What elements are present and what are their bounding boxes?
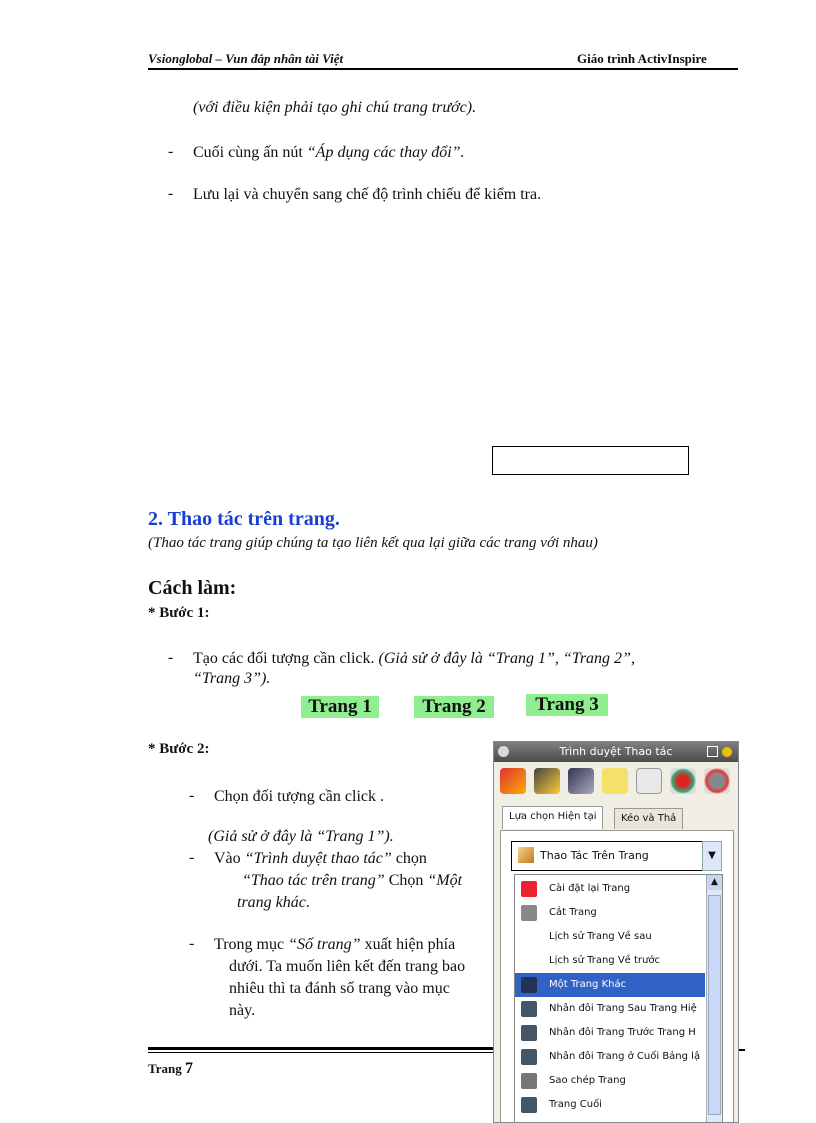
list-item[interactable]: [515, 925, 705, 949]
list-icon[interactable]: [636, 768, 662, 794]
step2-example: (Giả sử ở đây là “Trang 1”).: [208, 828, 394, 845]
action-list: [514, 874, 723, 1123]
list-scrollbar[interactable]: [706, 875, 722, 1123]
list-item-label: Cắt Trang: [549, 907, 597, 918]
bullet-dash: -: [189, 935, 195, 952]
pin-icon[interactable]: [707, 746, 718, 757]
step2-number-field: “Số trang”: [288, 936, 361, 953]
section-title: 2. Thao tác trên trang.: [148, 508, 340, 530]
trang1-box: Trang 1: [301, 696, 379, 718]
reset-icon: [521, 881, 537, 897]
actions-icon[interactable]: [670, 768, 696, 794]
panel-toolbar: [494, 762, 738, 802]
step2-go: [214, 849, 427, 869]
section-subtitle: (Thao tác trang giúp chúng ta tạo liên kết qua lại giữa các trang với nhau): [148, 535, 598, 551]
step2-number-line2: dưới. Ta muốn liên kết đến trang bao: [229, 958, 466, 975]
arrow-end-icon: [521, 1049, 537, 1065]
arrow-left-icon: [521, 1025, 537, 1041]
footer-page: [148, 1060, 193, 1078]
connection-icon[interactable]: [704, 768, 730, 794]
empty-textbox: [492, 446, 689, 475]
list-item-label: Nhân đôi Trang ở Cuối Bảng lậ: [549, 1051, 701, 1062]
step2-number-pre: Trong mục: [214, 936, 289, 953]
tab-drag-drop[interactable]: Kéo và Thả: [614, 808, 683, 829]
step1-line1: [193, 649, 635, 669]
tab-body: [500, 830, 734, 1123]
header-left: Vsionglobal – Vun đắp nhân tài Việt: [148, 51, 344, 66]
step2-go-browser: “Trình duyệt thao tác”: [244, 850, 392, 867]
bullet-save: Lưu lại và chuyển sang chế độ trình chiếu để kiểm tra.: [193, 186, 542, 203]
step1-line2: “Trang 3”).: [193, 670, 271, 687]
step2-number-post: xuất hiện phía: [360, 936, 456, 953]
panel-titlebar: [494, 742, 738, 762]
how-heading: Cách làm:: [148, 577, 237, 599]
footer-rule-right: [739, 1049, 745, 1051]
header-rule: [148, 68, 738, 70]
step2-go-line2: [242, 871, 462, 891]
action-browser-panel: [493, 741, 739, 1123]
trang2-box: Trang 2: [414, 696, 494, 718]
footer-rule: [148, 1047, 494, 1050]
step2-go-line3: [237, 893, 310, 913]
list-item[interactable]: [515, 901, 705, 925]
continuation-line: (với điều kiện phải tạo ghi chú trang trước).: [193, 99, 477, 116]
list-item[interactable]: [515, 1093, 705, 1117]
bullet-apply-text: Cuối cùng ấn nút: [193, 144, 307, 161]
action-category-value: Thao Tác Trên Trang: [540, 849, 649, 862]
step2-go-other2: trang khác: [237, 894, 306, 911]
header-right: Giáo trình ActivInspire: [577, 51, 707, 66]
list-item[interactable]: [515, 877, 705, 901]
list-item[interactable]: [515, 1045, 705, 1069]
action-category-select[interactable]: [511, 841, 703, 871]
list-item-label: Lịch sử Trang Về trước: [549, 955, 660, 966]
list-item[interactable]: [515, 1069, 705, 1093]
footer-rule-thin: [148, 1052, 494, 1053]
scroll-up-icon[interactable]: ▲: [707, 875, 722, 890]
list-item[interactable]: [515, 997, 705, 1021]
footer-label: Trang: [148, 1061, 185, 1076]
list-item[interactable]: [515, 1021, 705, 1045]
step1-label: * Bước 1:: [148, 605, 210, 621]
step2-number: [214, 935, 455, 955]
trang3-box: Trang 3: [526, 694, 608, 716]
bullet-apply-quote: “Áp dụng các thay đổi”.: [306, 144, 465, 161]
copy-icon: [521, 1073, 537, 1089]
step2-go-action: “Thao tác trên trang”: [242, 872, 385, 889]
bullet-dash: -: [189, 787, 195, 804]
step2-go-mid: Chọn: [384, 872, 428, 889]
list-item-label: Một Trang Khác: [549, 979, 627, 990]
panel-window-icons: [707, 746, 732, 758]
close-icon[interactable]: [498, 746, 509, 757]
commands-icon[interactable]: [500, 768, 526, 794]
bullet-apply: [193, 143, 465, 163]
step2-label: * Bước 2:: [148, 741, 210, 757]
list-item-label: Lịch sử Trang Về sau: [549, 931, 652, 942]
list-item-label: Cài đặt lại Trang: [549, 883, 631, 894]
arrow-right-icon: [521, 1001, 537, 1017]
options-icon[interactable]: [722, 747, 732, 757]
step2-number-line3: nhiêu thì ta đánh số trang vào mục: [229, 980, 450, 997]
list-item[interactable]: [515, 949, 705, 973]
page-arrow-icon: [521, 977, 537, 993]
chevron-down-icon[interactable]: ▼: [702, 841, 722, 871]
media-icon[interactable]: [534, 768, 560, 794]
list-item[interactable]: [515, 973, 705, 997]
list-item-label: Nhân đôi Trang Sau Trang Hiệ: [549, 1003, 697, 1014]
panel-title: Trình duyệt Thao tác: [559, 745, 673, 758]
step1-example: (Giả sử ở đây là “Trang 1”, “Trang 2”,: [378, 650, 635, 667]
step1-text: Tạo các đối tượng cần click.: [193, 650, 379, 667]
step2-go-pre: Vào: [214, 850, 245, 867]
step2-go-post: chọn: [391, 850, 427, 867]
properties-icon[interactable]: [568, 768, 594, 794]
last-page-icon: [521, 1097, 537, 1113]
notes-icon[interactable]: [602, 768, 628, 794]
bullet-dash: -: [168, 649, 174, 666]
step2-go-period: .: [305, 894, 310, 911]
cut-icon: [521, 905, 537, 921]
step2-number-line4: này.: [229, 1002, 256, 1019]
list-item-label: Trang Cuối: [549, 1099, 602, 1110]
step2-go-other: “Một: [427, 872, 463, 889]
bullet-dash: -: [168, 185, 174, 202]
bullet-dash: -: [168, 143, 174, 160]
tab-current-selection[interactable]: Lựa chọn Hiện tại: [502, 806, 603, 829]
list-item-label: Nhân đôi Trang Trước Trang H: [549, 1027, 696, 1038]
scroll-thumb[interactable]: [708, 895, 721, 1115]
panel-tabs: [494, 806, 738, 830]
footer-number: 7: [184, 1060, 193, 1077]
step2-select: Chọn đối tượng cần click .: [214, 788, 384, 805]
page-action-icon: [518, 847, 534, 863]
bullet-dash: -: [189, 849, 195, 866]
list-item-label: Sao chép Trang: [549, 1075, 626, 1086]
